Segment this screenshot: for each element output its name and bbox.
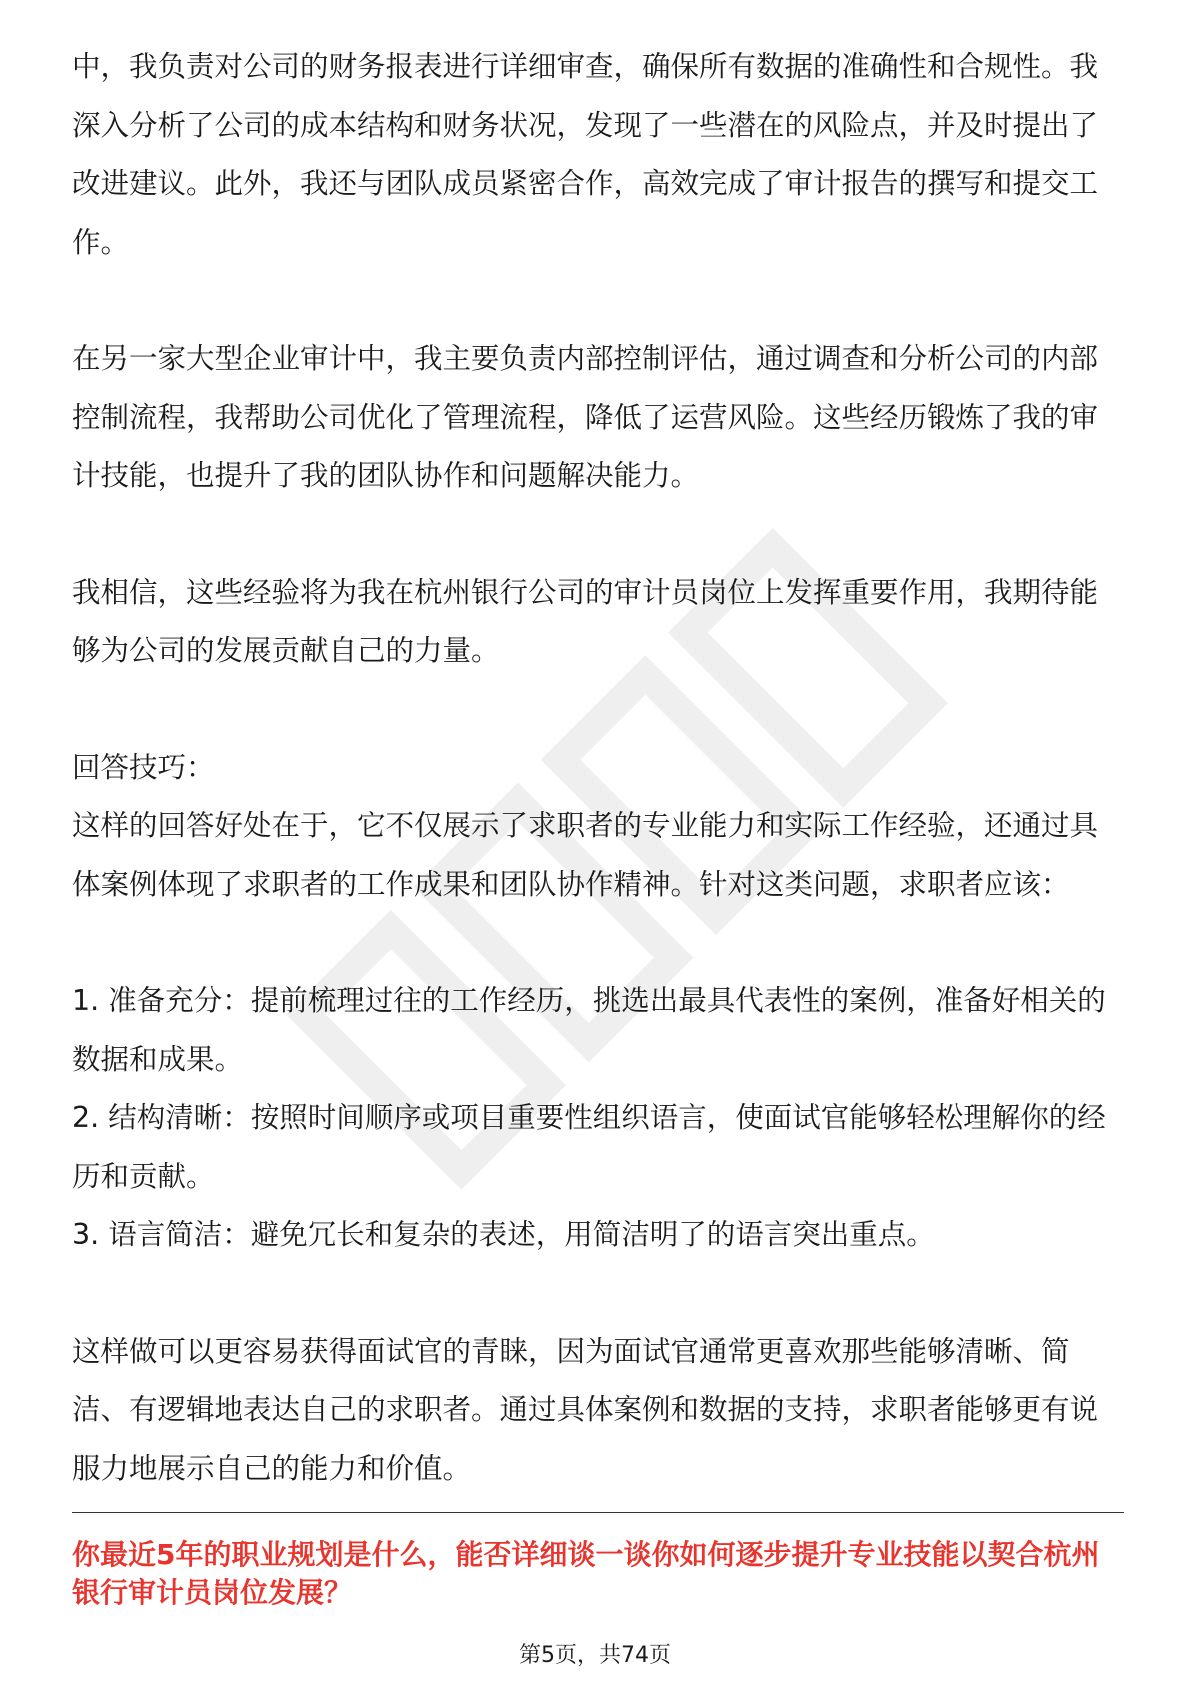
list-item: 3. 语言简洁：避免冗长和复杂的表述，用简洁明了的语言突出重点。 [72, 1218, 935, 1251]
tips-heading: 回答技巧： [72, 750, 215, 784]
page-number: 第5页，共74页 [519, 1643, 671, 1668]
section-divider [72, 1512, 1124, 1513]
paragraph-5: 这样做可以更容易获得面试官的青睐，因为面试官通常更喜欢那些能够清晰、简洁、有逻辑地表达自己的求职者。通过具体案例和数据的支持，求职者能够更有说服力地展示自己的能力和价值。 [72, 1334, 1099, 1485]
document-body [72, 38, 1124, 1498]
tips-list [72, 972, 1124, 1265]
paragraph-4: 这样的回答好处在于，它不仅展示了求职者的专业能力和实际工作经验，还通过具体案例体现了求职者的工作成果和团队协作精神。针对这类问题，求职者应该： [72, 809, 1099, 901]
list-item: 1. 准备充分：提前梳理过往的工作经历，挑选出最具代表性的案例，准备好相关的数据和成果。 [72, 984, 1106, 1076]
paragraph-3: 我相信，这些经验将为我在杭州银行公司的审计员岗位上发挥重要作用，我期待能够为公司的发展贡献自己的力量。 [72, 575, 1099, 667]
next-question-heading: 你最近5年的职业规划是什么，能否详细谈一谈你如何逐步提升专业技能以契合杭州银行审计员岗位发展？ [72, 1538, 1100, 1609]
paragraph-1: 中，我负责对公司的财务报表进行详细审查，确保所有数据的准确性和合规性。我深入分析了公司的成本结构和财务状况，发现了一些潜在的风险点，并及时提出了改进建议。此外，我还与团队成员紧密合作，高效完成了审计报告的撰写和提交工作。 [72, 50, 1099, 259]
list-item: 2. 结构清晰：按照时间顺序或项目重要性组织语言，使面试官能够轻松理解你的经历和贡献。 [72, 1101, 1106, 1193]
paragraph-2: 在另一家大型企业审计中，我主要负责内部控制评估，通过调查和分析公司的内部控制流程，我帮助公司优化了管理流程，降低了运营风险。这些经历锻炼了我的审计技能，也提升了我的团队协作和问题解决能力。 [72, 342, 1099, 492]
